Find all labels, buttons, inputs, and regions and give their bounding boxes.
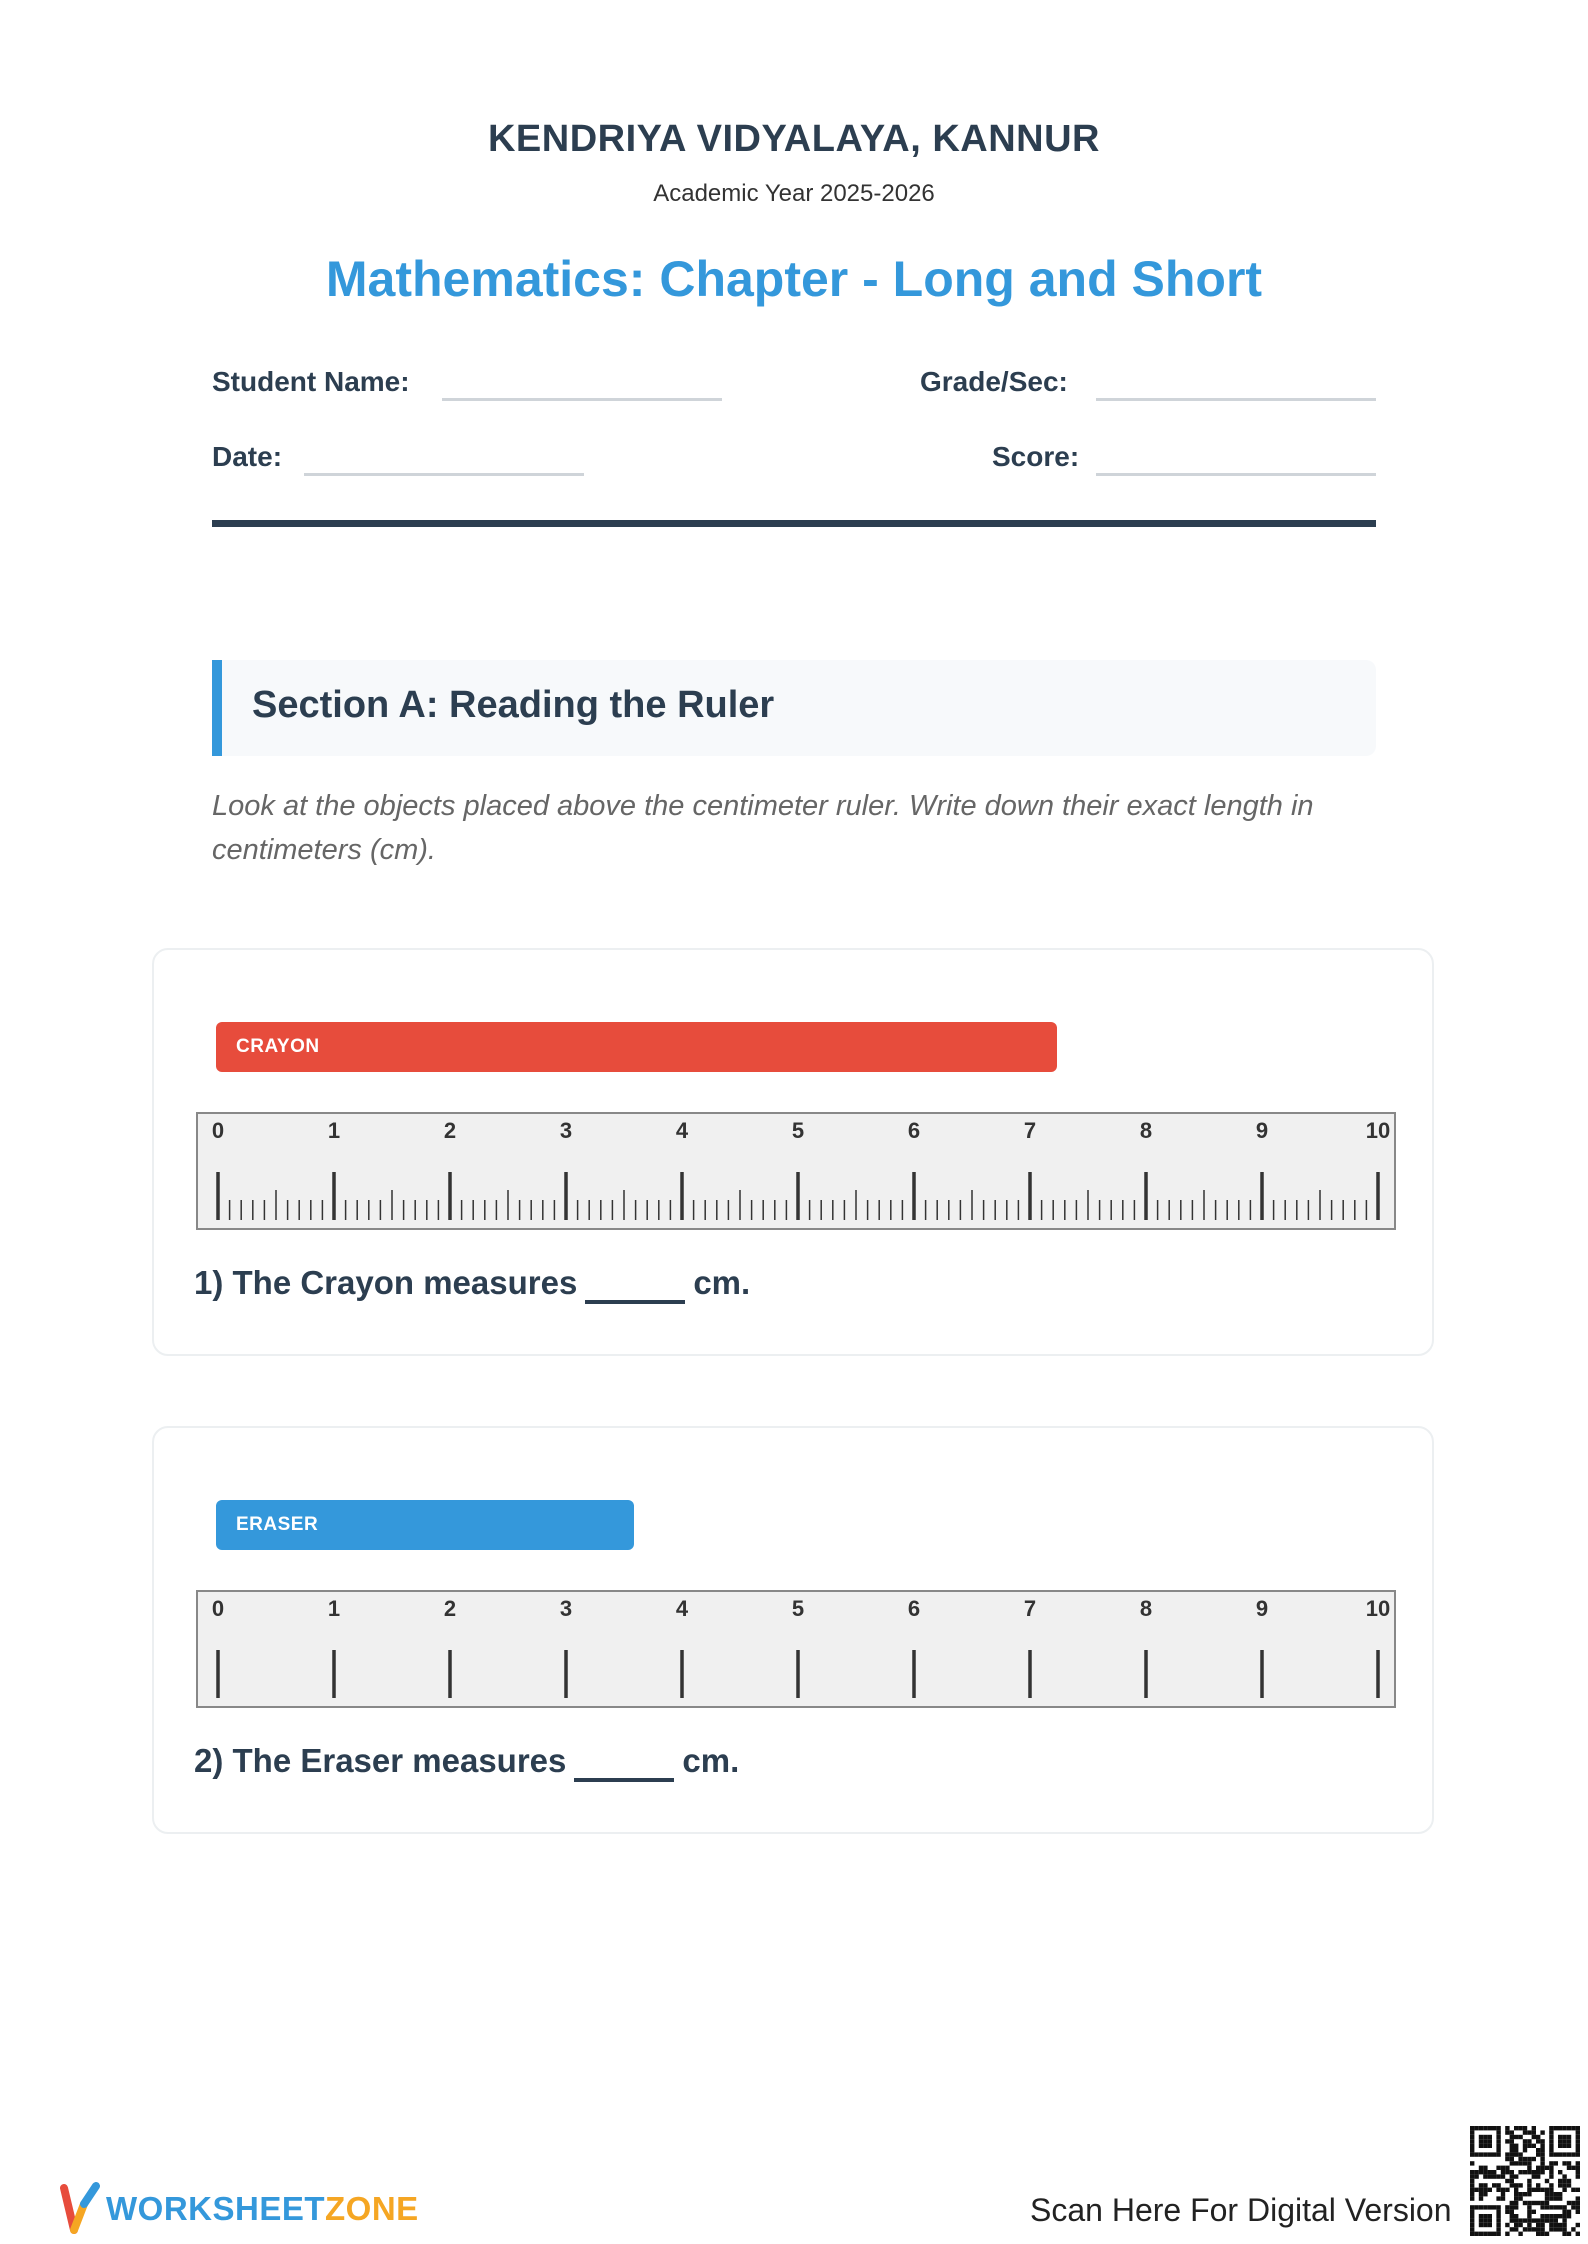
question-1-suffix: cm. (693, 1264, 751, 1301)
question-1 (194, 1264, 750, 1304)
ruler-label-7: 7 (1023, 1118, 1037, 1143)
ruler-label-6: 6 (907, 1118, 921, 1143)
grade-sec-line[interactable] (1096, 398, 1376, 401)
ruler-label-1: 1 (327, 1118, 341, 1143)
student-name-line[interactable] (442, 398, 722, 401)
date-line[interactable] (304, 473, 584, 476)
school-name: KENDRIYA VIDYALAYA, KANNUR (487, 118, 1100, 160)
question-card-2 (152, 1426, 1434, 1834)
qr-code-icon[interactable] (1470, 2126, 1580, 2236)
worksheetzone-logo-icon (60, 2182, 100, 2238)
answer-blank-2[interactable] (574, 1748, 674, 1782)
section-header (212, 660, 1376, 756)
ruler-label-1: 1 (327, 1596, 341, 1621)
ruler-label-2: 2 (443, 1596, 457, 1621)
eraser-object: ERASER (216, 1500, 634, 1550)
question-1-prefix: 1) The Crayon measures (194, 1264, 578, 1301)
ruler-label-6: 6 (907, 1596, 921, 1621)
question-2-suffix: cm. (682, 1742, 740, 1779)
score-label: Score: (992, 441, 1080, 472)
ruler-label-8: 8 (1139, 1118, 1153, 1143)
ruler-label-2: 2 (443, 1118, 457, 1143)
ruler-label-7: 7 (1023, 1596, 1037, 1621)
section-instruction: Look at the objects placed above the centimeter ruler. Write down their exact length in centimeters (cm). (212, 790, 1314, 866)
brand-name (106, 2190, 419, 2228)
ruler-label-3: 3 (559, 1118, 573, 1143)
worksheet-title: Mathematics: Chapter - Long and Short (325, 251, 1263, 307)
student-name-label: Student Name: (212, 366, 410, 397)
ruler-label-10: 10 (1365, 1596, 1391, 1621)
centimeter-ruler-1 (196, 1112, 1396, 1230)
answer-blank-1[interactable] (585, 1270, 685, 1304)
ruler-label-0: 0 (211, 1596, 225, 1621)
date-label: Date: (212, 441, 283, 472)
ruler-label-3: 3 (559, 1596, 573, 1621)
scan-text: Scan Here For Digital Version (1030, 2192, 1452, 2228)
header-divider (212, 520, 1376, 527)
score-line[interactable] (1096, 473, 1376, 476)
ruler-label-5: 5 (791, 1118, 805, 1143)
academic-year: Academic Year 2025-2026 (653, 180, 935, 207)
ruler-label-0: 0 (211, 1118, 225, 1143)
ruler-label-4: 4 (675, 1118, 689, 1143)
ruler-label-4: 4 (675, 1596, 689, 1621)
centimeter-ruler-2 (196, 1590, 1396, 1708)
question-card-1 (152, 948, 1434, 1356)
question-2 (194, 1742, 739, 1782)
crayon-object: CRAYON (216, 1022, 1057, 1072)
ruler-label-5: 5 (791, 1596, 805, 1621)
section-title: Section A: Reading the Ruler (252, 684, 775, 726)
brand-part-1: WORKSHEET (106, 2190, 325, 2227)
ruler-label-9: 9 (1255, 1118, 1269, 1143)
question-2-prefix: 2) The Eraser measures (194, 1742, 567, 1779)
grade-sec-label: Grade/Sec: (920, 366, 1068, 397)
ruler-label-10: 10 (1365, 1118, 1391, 1143)
ruler-label-9: 9 (1255, 1596, 1269, 1621)
brand-part-2: ZONE (325, 2190, 419, 2227)
ruler-label-8: 8 (1139, 1596, 1153, 1621)
